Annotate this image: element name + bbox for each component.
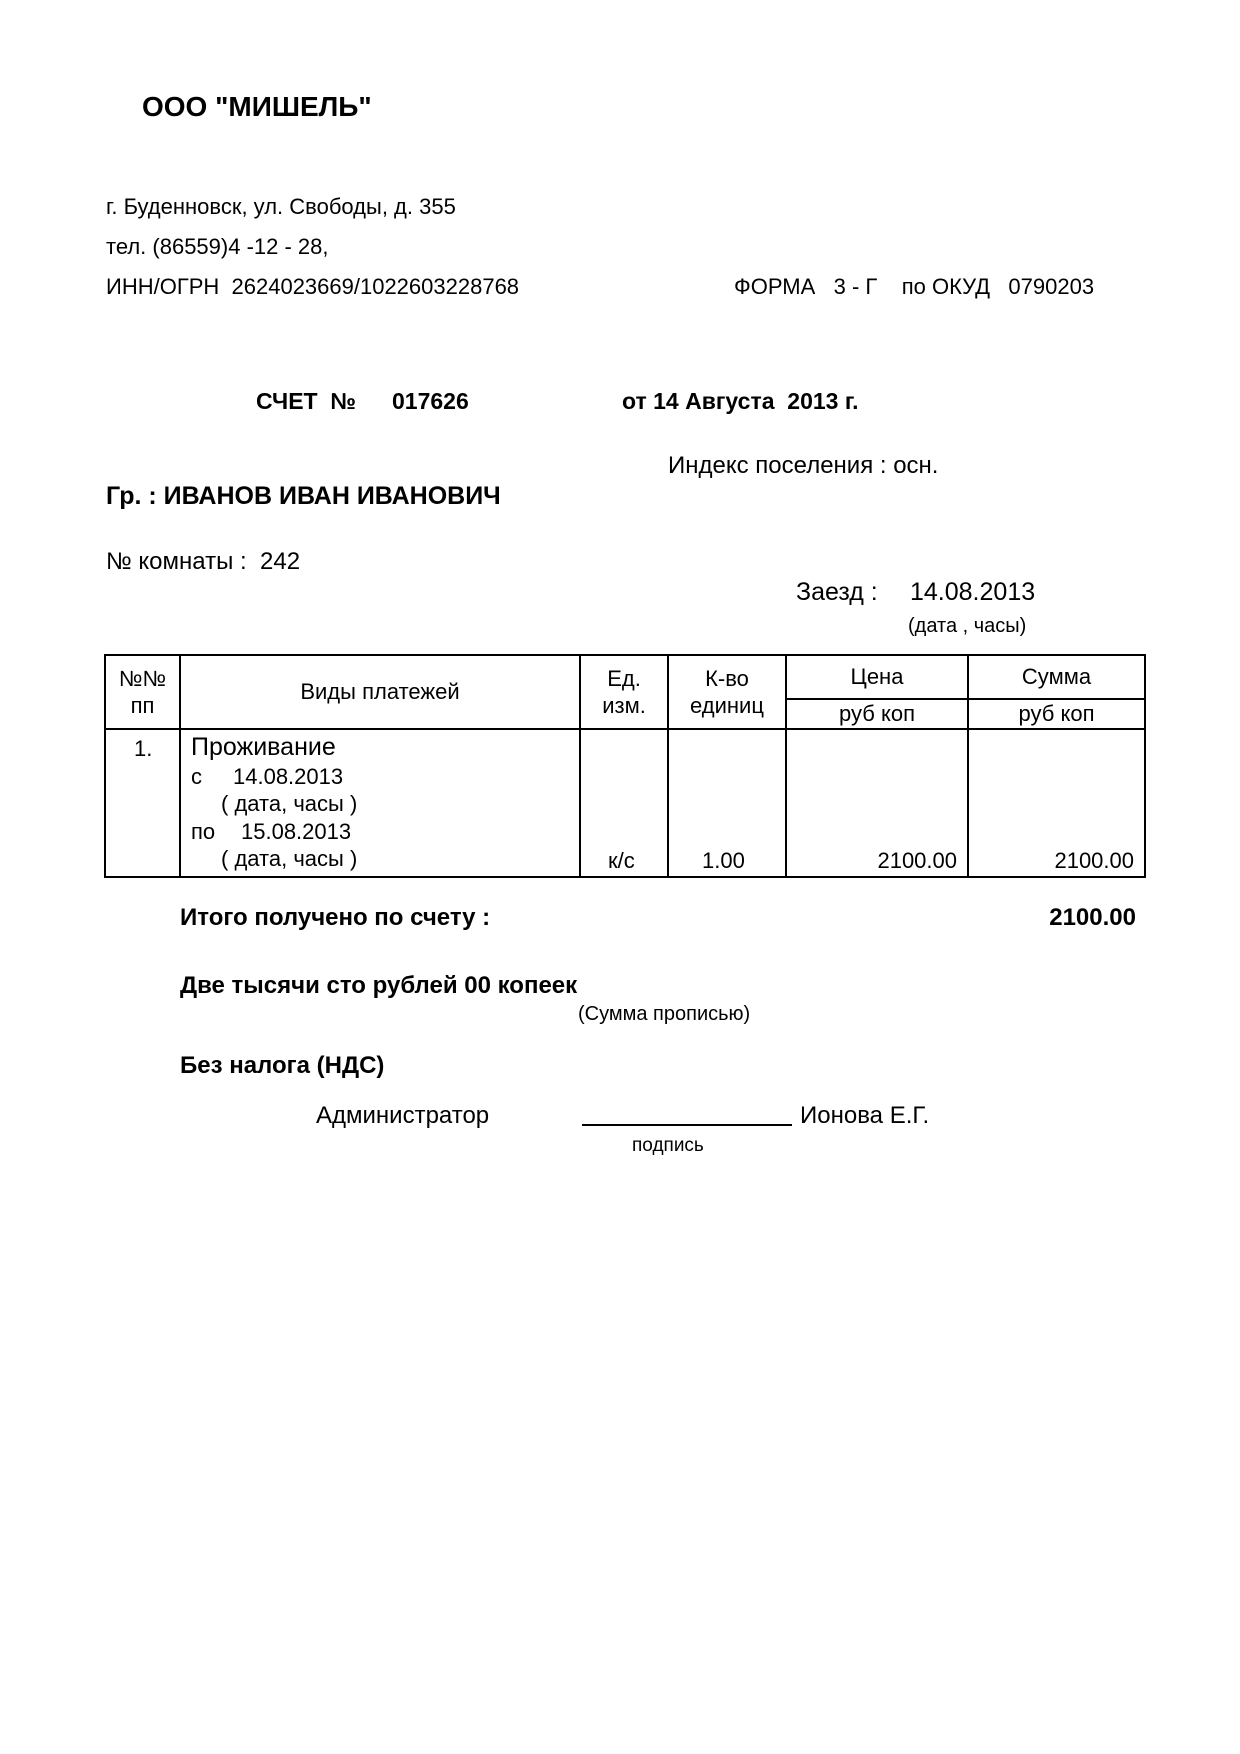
signer-name: Ионова Е.Г.: [800, 1102, 930, 1129]
signer-role: Администратор: [316, 1102, 490, 1129]
header-unit: Ед. изм.: [580, 655, 668, 729]
header-sum-sub: руб коп: [968, 699, 1145, 729]
guest-name: Гр. : ИВАНОВ ИВАН ИВАНОВИЧ: [106, 482, 501, 510]
row-price: 2100.00: [877, 848, 957, 873]
row-qty: 1.00: [702, 848, 745, 873]
payments-table: [104, 654, 1146, 878]
header-qty: К-во единиц: [668, 655, 786, 729]
row-price-cell: [786, 729, 968, 877]
row-sum-cell: [968, 729, 1145, 877]
row-from-hint: ( дата, часы ): [221, 791, 358, 816]
form-code: ФОРМА 3 - Г по ОКУД 0790203: [734, 274, 1095, 299]
invoice-date: от 14 Августа 2013 г.: [622, 388, 859, 414]
row-unit: к/с: [608, 848, 635, 873]
signature-hint: подпись: [632, 1135, 704, 1156]
checkin-hint: (дата , часы): [908, 615, 1027, 637]
row-to-hint: ( дата, часы ): [221, 846, 358, 871]
checkin-label: Заезд :: [796, 578, 878, 606]
total-in-words: Две тысячи сто рублей 00 копеек: [180, 972, 578, 999]
invoice-number-label: СЧЕТ №: [256, 388, 357, 414]
total-label: Итого получено по счету :: [180, 904, 491, 931]
row-qty-cell: [668, 729, 786, 877]
header-sum: Сумма: [968, 655, 1145, 699]
row-num: 1.: [134, 736, 153, 761]
row-kind-cell: [180, 729, 580, 877]
total-value: 2100.00: [1049, 904, 1136, 931]
company-name: ООО "МИШЕЛЬ": [142, 91, 372, 122]
signature-line: [582, 1124, 792, 1126]
row-to-date: 15.08.2013: [241, 819, 352, 844]
settlement-index: Индекс поселения : осн.: [668, 452, 939, 479]
row-sum: 2100.00: [1054, 848, 1134, 873]
company-inn-ogrn: ИНН/ОГРН 2624023669/1022603228768: [106, 274, 520, 299]
company-address: г. Буденновск, ул. Свободы, д. 355: [106, 194, 456, 219]
header-price: Цена: [786, 655, 968, 699]
tax-note: Без налога (НДС): [180, 1052, 385, 1079]
row-from-label: с: [191, 764, 202, 789]
room-number: № комнаты : 242: [106, 548, 301, 575]
header-kind: Виды платежей: [180, 655, 580, 729]
row-unit-cell: [580, 729, 668, 877]
row-from-date: 14.08.2013: [233, 764, 344, 789]
checkin-date: 14.08.2013: [910, 578, 1036, 606]
company-phone: тел. (86559)4 -12 - 28,: [106, 234, 329, 259]
row-title: Проживание: [191, 733, 336, 761]
header-num: №№ пп: [105, 655, 180, 729]
table-row: [105, 729, 1145, 877]
row-to-label: по: [191, 819, 216, 844]
header-price-sub: руб коп: [786, 699, 968, 729]
total-in-words-hint: (Сумма прописью): [578, 1003, 751, 1025]
invoice-number: 017626: [392, 388, 469, 414]
row-num-cell: [105, 729, 180, 877]
